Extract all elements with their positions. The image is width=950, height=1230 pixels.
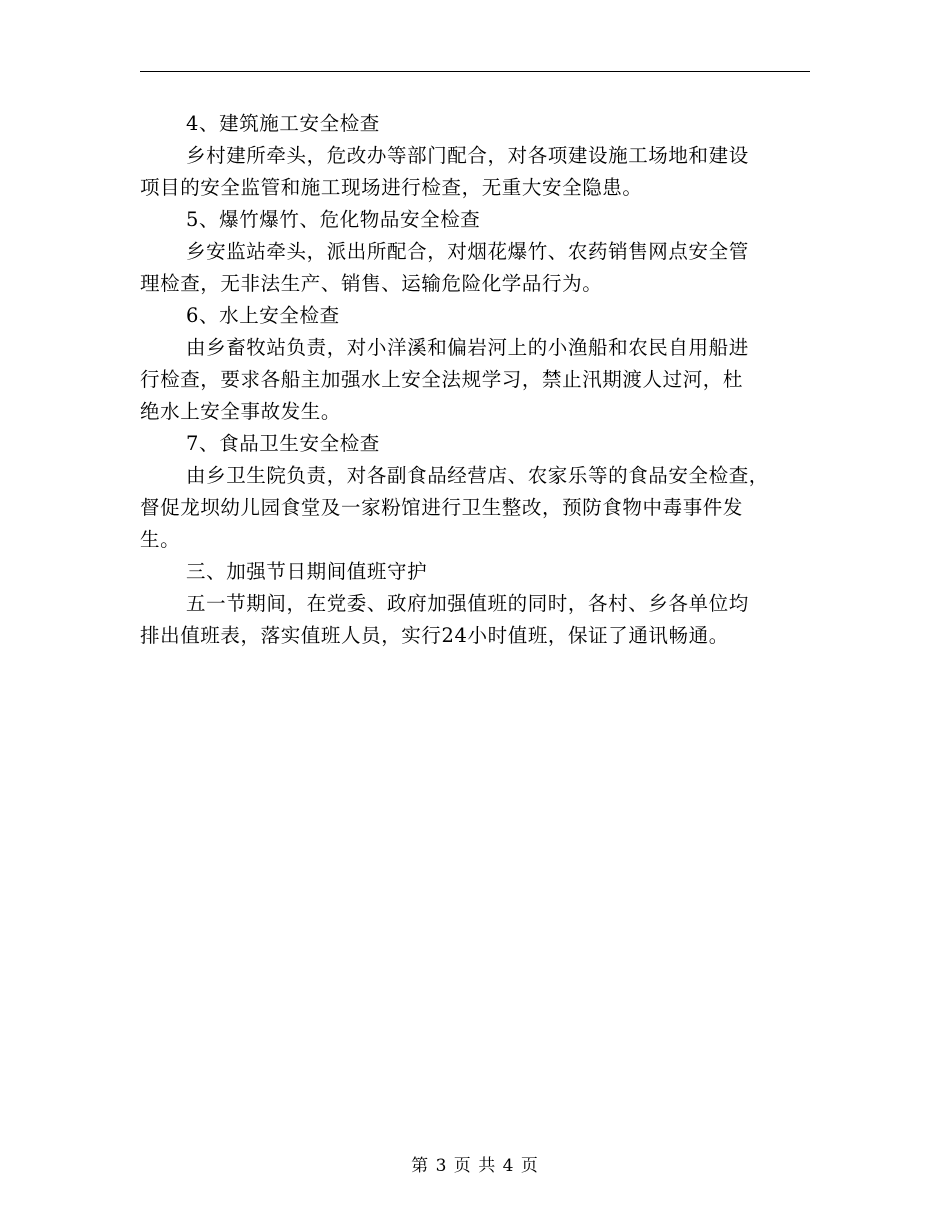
page-number-footer: 第 3 页 共 4 页 (411, 1156, 539, 1176)
section-heading: 5、爆竹爆竹、危化物品安全检查 (186, 208, 481, 231)
section-heading: 4、建筑施工安全检查 (186, 112, 380, 135)
paragraph-line: 乡村建所牵头，危改办等部门配合，对各项建设施工场地和建设 (186, 144, 749, 167)
paragraph-line: 排出值班表，落实值班人员，实行24小时值班，保证了通讯畅通。 (140, 624, 729, 647)
section-heading: 7、食品卫生安全检查 (186, 432, 380, 455)
header-rule (140, 71, 810, 72)
paragraph-line: 由乡卫生院负责，对各副食品经营店、农家乐等的食品安全检查， (186, 464, 769, 487)
paragraph-line: 项目的安全监管和施工现场进行检查，无重大安全隐患。 (140, 176, 643, 199)
paragraph-line: 乡安监站牵头，派出所配合，对烟花爆竹、农药销售网点安全管 (186, 240, 749, 263)
paragraph-line: 生。 (140, 528, 181, 551)
paragraph-line: 由乡畜牧站负责，对小洋溪和偏岩河上的小渔船和农民自用船进 (186, 336, 749, 359)
section-heading: 三、加强节日期间值班守护 (186, 560, 428, 583)
section-heading: 6、水上安全检查 (186, 304, 340, 327)
paragraph-line: 行检查，要求各船主加强水上安全法规学习，禁止汛期渡人过河，杜 (140, 368, 744, 391)
paragraph-line: 绝水上安全事故发生。 (140, 400, 342, 423)
document-body (140, 108, 810, 652)
paragraph-line: 五一节期间，在党委、政府加强值班的同时，各村、乡各单位均 (186, 592, 749, 615)
paragraph-line: 理检查，无非法生产、销售、运输危险化学品行为。 (140, 272, 603, 295)
paragraph-line: 督促龙坝幼儿园食堂及一家粉馆进行卫生整改，预防食物中毒事件发 (140, 496, 744, 519)
